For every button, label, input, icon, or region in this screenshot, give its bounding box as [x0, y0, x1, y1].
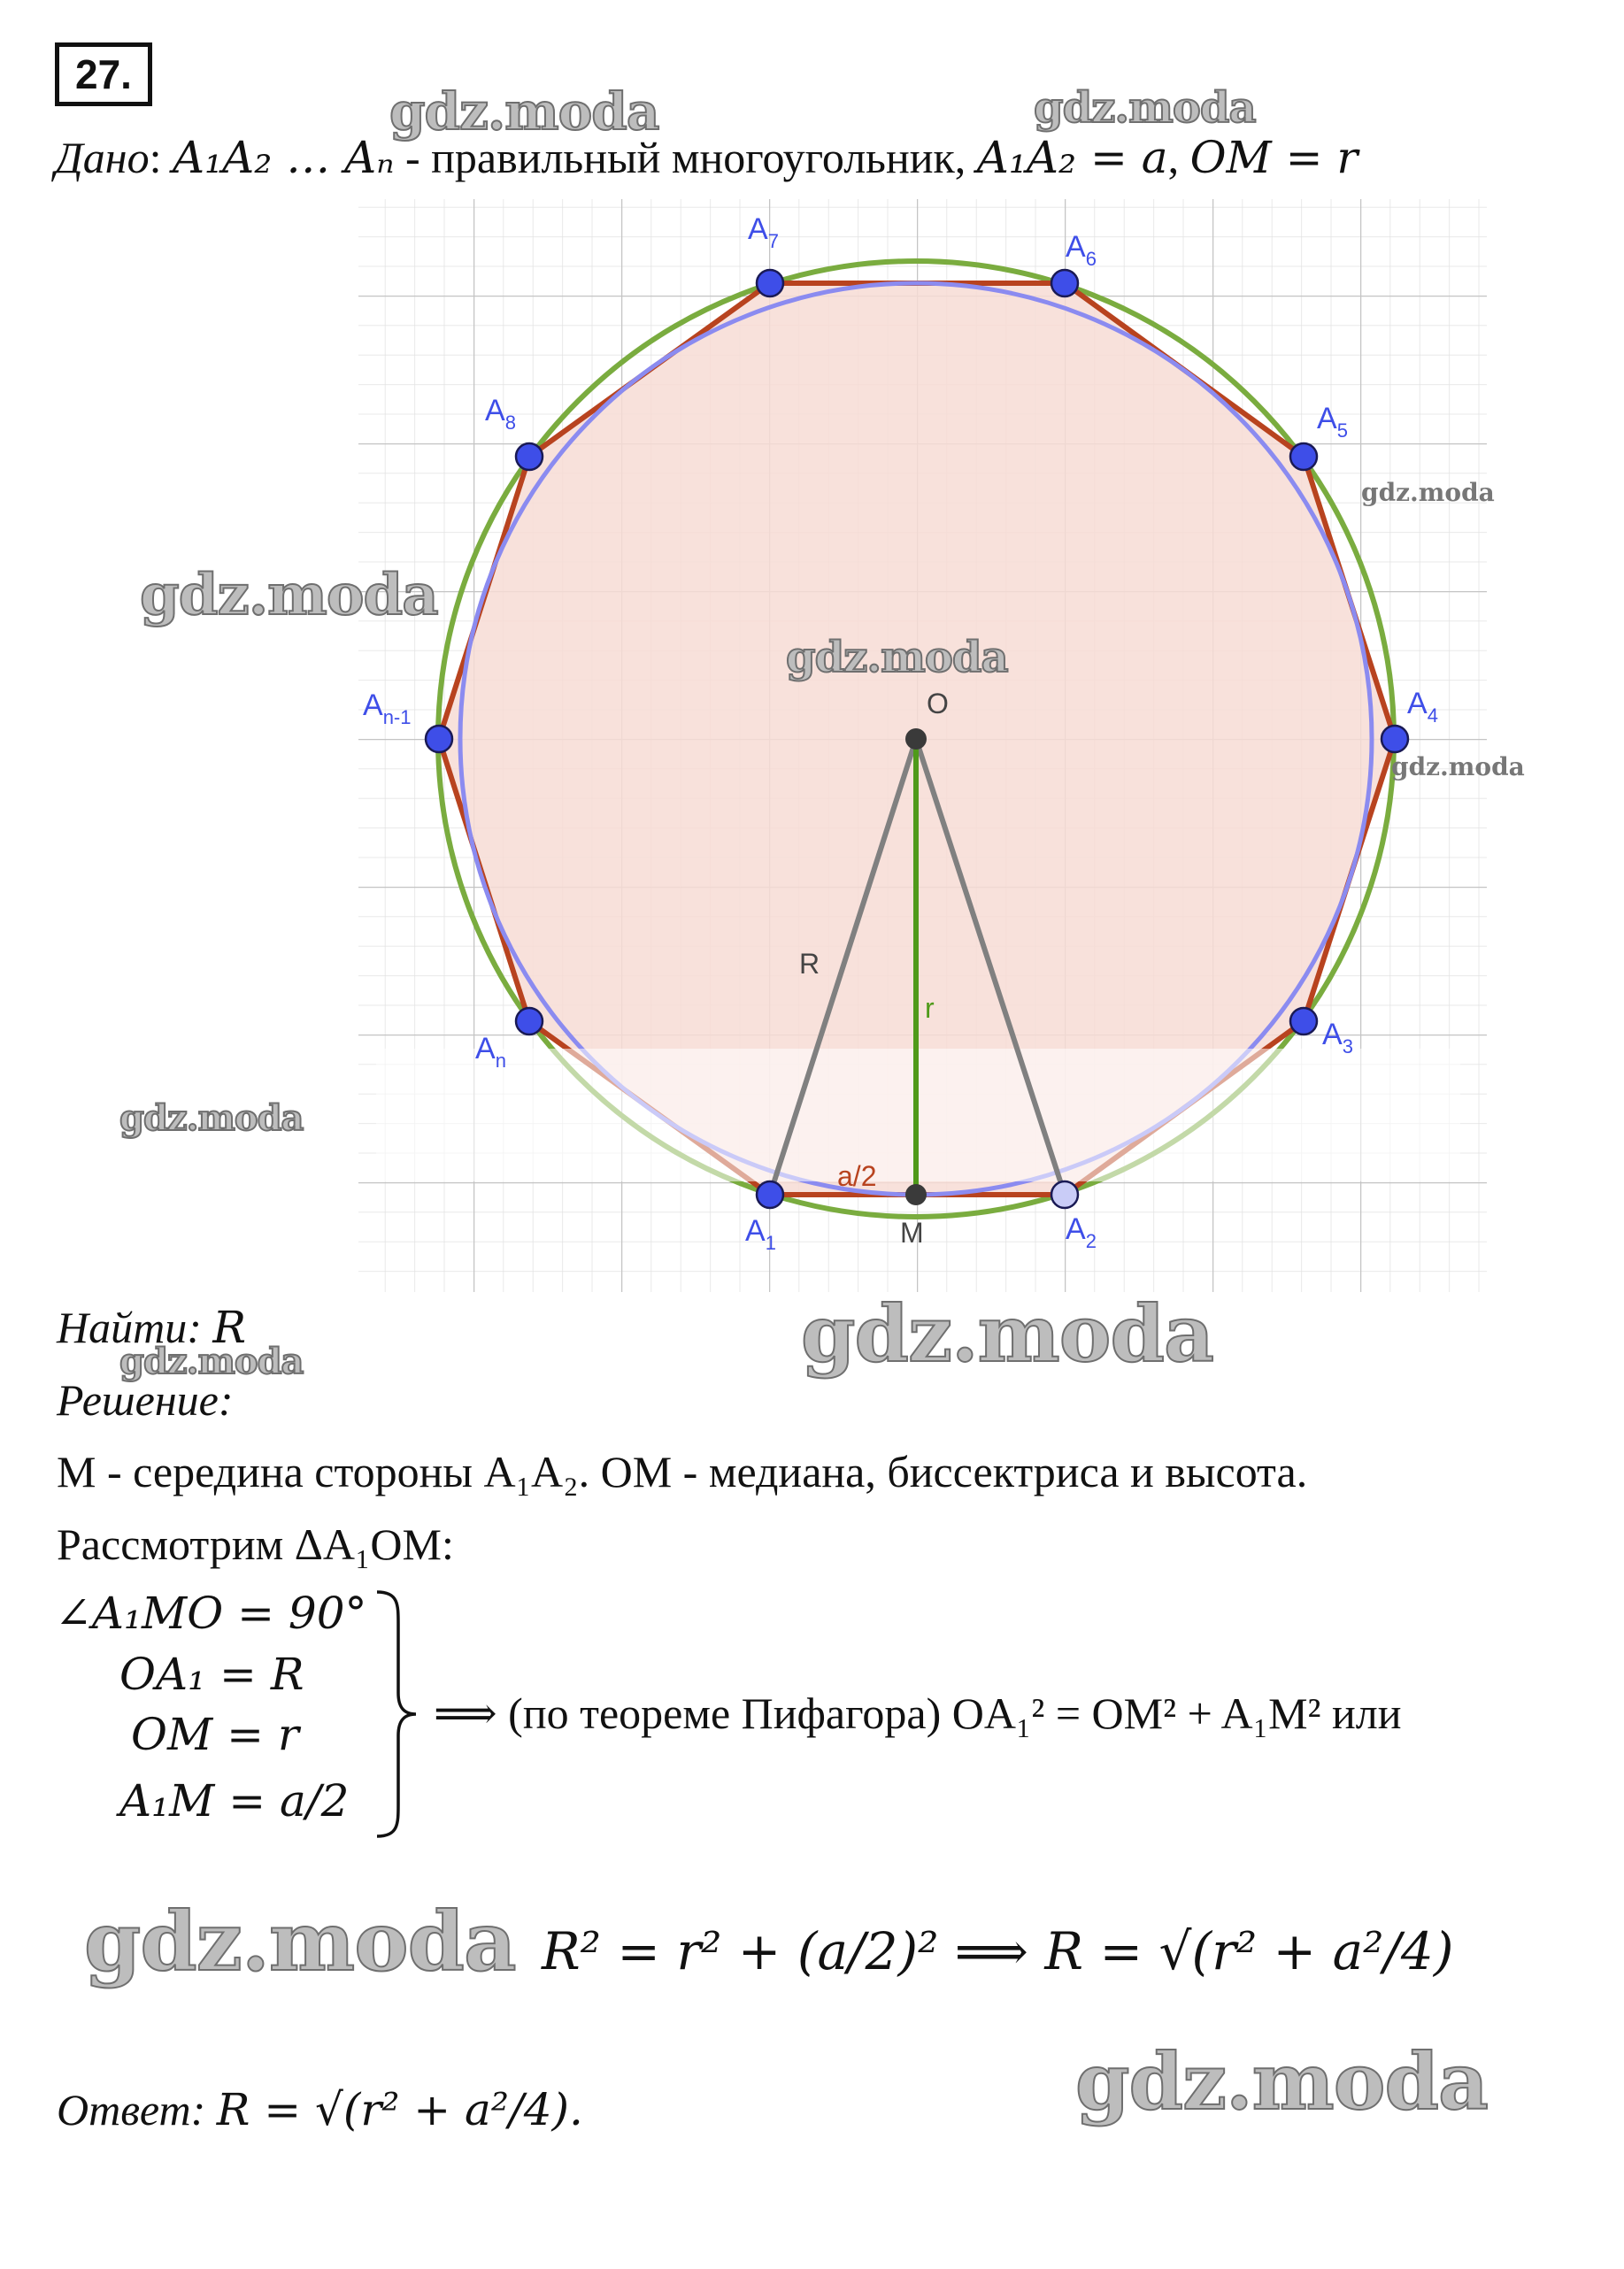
label-a5: $A_5$ — [1317, 402, 1348, 442]
system-brace — [370, 1588, 423, 1841]
given-apothem: OM = r — [1189, 132, 1358, 183]
watermark: gdz.moda — [1075, 2035, 1489, 2127]
vertex-a2 — [1051, 1181, 1078, 1208]
find-line: Найти: R — [57, 1302, 247, 1353]
solution-label-line: Решение: — [57, 1375, 234, 1425]
label-half-side: a/2 — [837, 1160, 877, 1192]
label-a6: $A_6$ — [1066, 230, 1097, 270]
vertex-a1 — [757, 1181, 783, 1208]
label-r-small: r — [925, 992, 935, 1024]
label-a3: $A_3$ — [1322, 1018, 1353, 1058]
label-a2: $A_2$ — [1066, 1212, 1097, 1252]
watermark: gdz.moda — [786, 633, 1008, 682]
label-m: M — [900, 1217, 924, 1249]
vertex-a8 — [516, 443, 543, 470]
label-a7: $A_7$ — [748, 212, 779, 252]
system-eq-3: OM = r — [131, 1709, 299, 1760]
answer-line: Ответ: R = √(r² + a²/4). — [57, 2084, 583, 2135]
label-r-big: R — [799, 948, 820, 980]
label-a4: $A_4$ — [1407, 687, 1438, 727]
find-value: R — [212, 1302, 247, 1353]
label-an-1: $A_{n-1}$ — [363, 688, 412, 728]
given-polygon: A₁A₂ … Aₙ — [173, 132, 395, 183]
geometry-figure — [358, 199, 1487, 1292]
solution-line-1: M - середина стороны A₁A₂. OM - медиана, биссектриса и высота. — [57, 1447, 1308, 1496]
watermark: gdz.moda — [389, 81, 659, 142]
vertex-a4 — [1382, 726, 1408, 752]
given-line: Дано: A₁A₂ … Aₙ - правильный многоугольник, A₁A₂ = a, OM = r — [55, 132, 1358, 183]
label-a8: $A_8$ — [485, 394, 516, 434]
solution-line-2: Рассмотрим ΔA₁OM: — [57, 1519, 454, 1569]
given-text: - правильный многоугольник, — [394, 133, 977, 182]
vertex-a6 — [1051, 270, 1078, 296]
watermark: gdz.moda — [84, 1894, 516, 1989]
vertex-a3 — [1290, 1008, 1317, 1035]
watermark: gdz.moda — [1034, 83, 1256, 133]
system-eq-4: A₁M = a/2 — [119, 1775, 350, 1827]
watermark: gdz.moda — [1391, 752, 1525, 781]
watermark: gdz.moda — [119, 1341, 304, 1382]
system-eq-2: OA₁ = R — [119, 1649, 304, 1700]
implication-line: ⟹ (по теореме Пифагора) OA₁² = OM² + A₁M² или — [434, 1688, 1402, 1738]
given-label: Дано — [55, 133, 150, 182]
point-o — [905, 728, 927, 750]
given-side: A₁A₂ = a — [976, 132, 1168, 183]
label-a1: $A_1$ — [745, 1214, 776, 1254]
watermark: gdz.moda — [1361, 478, 1495, 507]
label-an: $A_n$ — [475, 1032, 506, 1072]
point-m — [905, 1184, 927, 1205]
watermark: gdz.moda — [119, 1097, 304, 1139]
main-formula: R² = r² + (a/2)² ⟹ R = √(r² + a²/4) — [542, 1921, 1454, 1981]
system-eq-1: ∠A₁MO = 90° — [55, 1588, 367, 1639]
vertex-a5 — [1290, 443, 1317, 470]
watermark: gdz.moda — [140, 562, 438, 628]
vertex-an — [516, 1008, 543, 1035]
vertex-an-1 — [426, 726, 452, 752]
vertex-a7 — [757, 270, 783, 296]
solution-label: Решение — [57, 1375, 219, 1425]
answer-label: Ответ — [57, 2085, 191, 2134]
problem-number: 27. — [55, 42, 152, 106]
watermark: gdz.moda — [801, 1288, 1214, 1380]
find-label: Найти — [57, 1303, 188, 1352]
label-o: O — [927, 688, 949, 719]
answer-value: R = √(r² + a²/4). — [216, 2084, 583, 2135]
